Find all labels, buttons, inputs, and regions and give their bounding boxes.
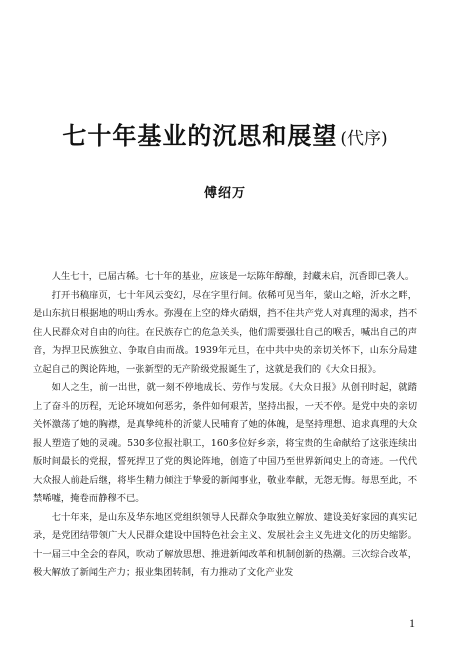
body-text	[33, 268, 417, 583]
page-title: 七十年基业的沉思和展望	[62, 121, 338, 150]
paragraph-2: 打开书稿扉页，七十年风云变幻，尽在字里行间。依稀可见当年，蒙山之峪，沂水之畔，是山东抗日根据地的明山秀水。弥漫在上空的烽火硝烟，挡不住共产党人对真理的渴求，挡不住人民群众对自由的向往。在民族存亡的危急关头，他们需要强壮自己的喉舌，喊出自己的声音，为捍卫民族独立、争取自由而战。1939年元旦，在中共中央的亲切关怀下，山东分局建立起自己的舆论阵地，一张新型的无产阶级党报诞生了，这就是我们的《大众日报》。	[33, 289, 417, 375]
paragraph-4: 七十年来，是山东及华东地区党组织领导人民群众争取独立解放、建设美好家园的真实记录，是党团结带领广大人民群众建设中国特色社会主义、发展社会主义先进文化的历史缩影。十一届三中全会的春风，吹动了解放思想、推进新闻改革和机制创新的热潮。三次综合改革，极大解放了新闻生产力；报业集团转制，有力推动了文化产业发	[33, 511, 417, 578]
page-subtitle: (代序)	[340, 129, 388, 149]
title-block	[0, 116, 450, 151]
page-number: 1	[409, 616, 415, 630]
paragraph-1: 人生七十，已届古稀。七十年的基业，应该是一坛陈年醇酿，封藏未启，沉香即已袭人。	[51, 271, 415, 282]
author-name: 傅绍万	[203, 186, 246, 201]
paragraph-3: 如人之生，前一出世，就一刻不停地成长、劳作与发展。《大众日报》从创刊时起，就踏上了奋斗的历程，无论环境如何恶劣，条件如何艰苦，坚持出报，一天不停。是党中央的亲切关怀激荡了她的胸襟，是真挚纯朴的沂蒙人民哺育了她的体魄，是坚持理想、追求真理的大众报人塑造了她的灵魂。530多位报社职工，160多位好乡亲，将宝贵的生命献给了这张连续出版时间最长的党报，誓死捍卫了党的舆论阵地，创造了中国乃至世界新闻史上的奇迹。一代代大众报人前赴后继，将毕生精力倾注于挚爱的新闻事业，敬业奉献，无怨无悔。每思至此，不禁唏嘘，掩卷而静穆不已。	[33, 382, 417, 504]
